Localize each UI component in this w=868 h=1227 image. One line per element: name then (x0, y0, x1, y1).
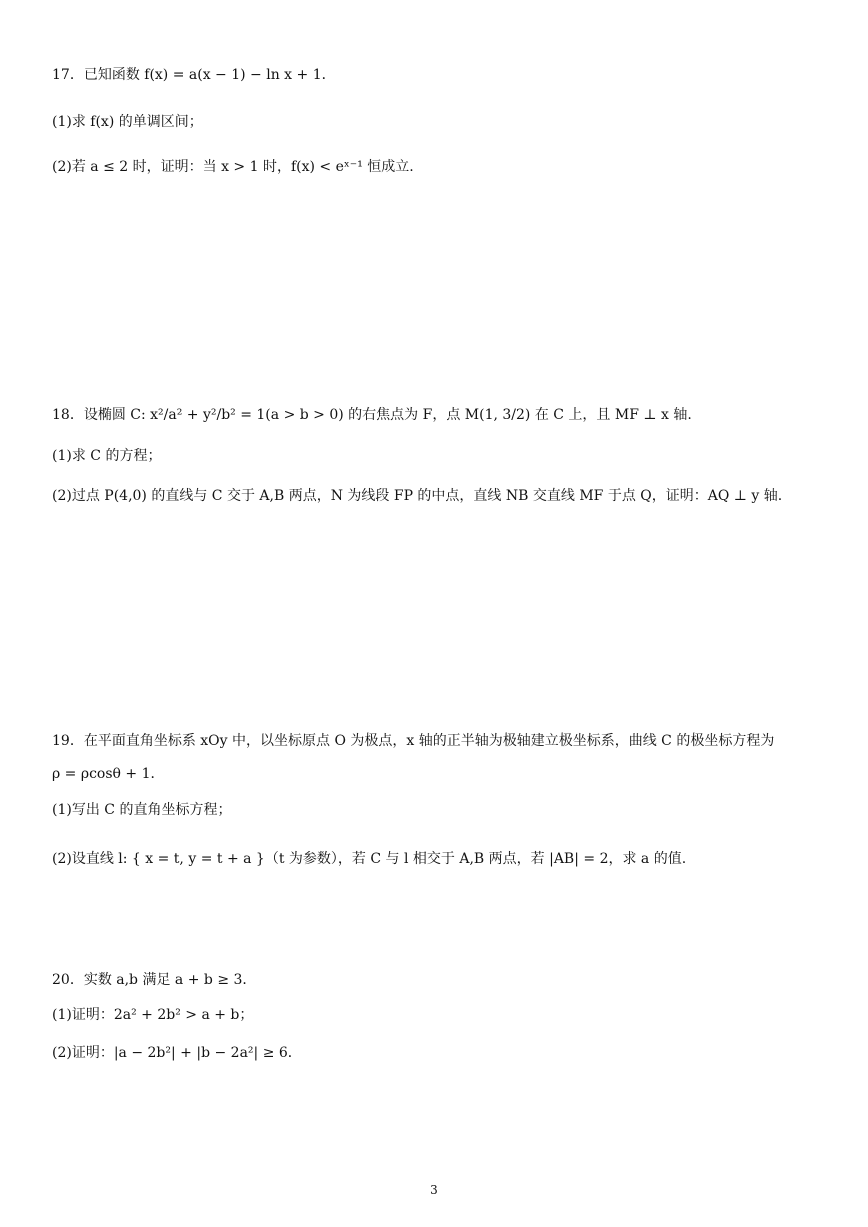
problem-17-part-2: (2)若 a ≤ 2 时，证明：当 x > 1 时，f(x) < eˣ⁻¹ 恒成立. (52, 159, 414, 175)
problem-20-part-1: (1)证明：2a² + 2b² > a + b； (52, 1007, 254, 1023)
problem-18-statement: 18．设椭圆 C: x²/a² + y²/b² = 1(a > b > 0) 的右焦点为 F，点 M(1, 3/2) 在 C 上，且 MF ⊥ x 轴. (52, 407, 692, 423)
problem-17-part-1: (1)求 f(x) 的单调区间； (52, 114, 203, 130)
problem-20-part-2: (2)证明：|a − 2b²| + |b − 2a²| ≥ 6． (52, 1045, 302, 1061)
problem-20-statement: 20．实数 a,b 满足 a + b ≥ 3． (52, 972, 257, 988)
problem-18-part-1: (1)求 C 的方程； (52, 448, 162, 464)
problem-19-statement: 19．在平面直角坐标系 xOy 中，以坐标原点 O 为极点，x 轴的正半轴为极轴建立极坐标系，曲线 C 的极坐标方程为 (52, 733, 775, 749)
problem-18-part-2: (2)过点 P(4,0) 的直线与 C 交于 A,B 两点，N 为线段 FP 的中点，直线 NB 交直线 MF 于点 Q，证明：AQ ⊥ y 轴. (52, 488, 783, 504)
problem-19-part-2: (2)设直线 l: { x = t, y = t + a }（t 为参数），若 C 与 l 相交于 A,B 两点，若 |AB| = 2，求 a 的值. (52, 851, 687, 867)
page-number: 3 (430, 1183, 438, 1197)
problem-19-equation: ρ = ρcosθ + 1． (52, 766, 165, 782)
problem-17-statement: 17．已知函数 f(x) = a(x − 1) − ln x + 1． (52, 67, 336, 83)
problem-19-part-1: (1)写出 C 的直角坐标方程； (52, 802, 232, 818)
